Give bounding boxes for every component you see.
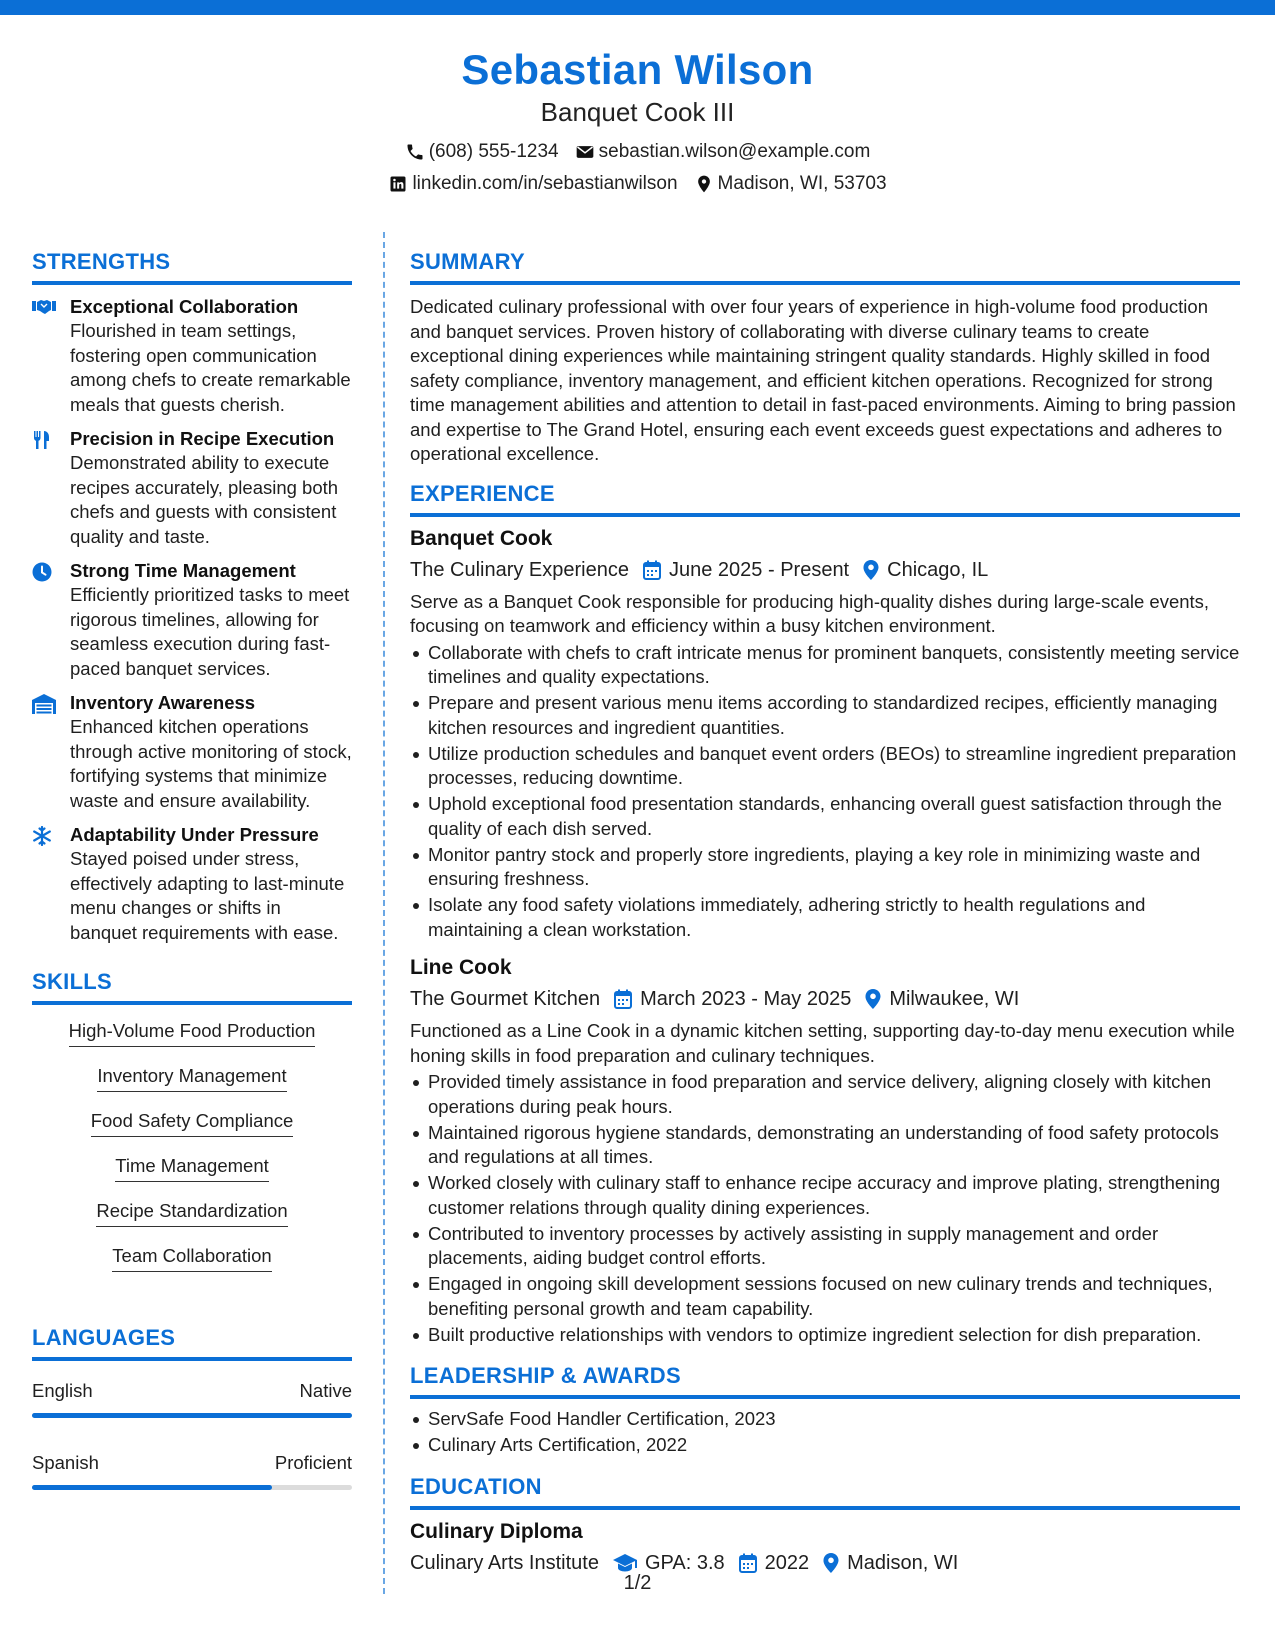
- strength-title: Inventory Awareness: [70, 692, 256, 713]
- job-bullet: Monitor pantry stock and properly store ingredients, playing a key role in minimizing waste and ensuring freshness.: [410, 843, 1240, 892]
- strength-desc: Stayed poised under stress, effectively adapting to last-minute menu changes or shifts in banquet requirements with ease.: [70, 848, 345, 943]
- strength-item: [32, 295, 352, 417]
- language-row: [32, 1379, 352, 1403]
- education-entry: [410, 1518, 1240, 1577]
- job-title: Line Cook: [410, 956, 512, 979]
- language-name: Spanish: [32, 1452, 99, 1473]
- map-pin-icon: [694, 174, 714, 194]
- awards-heading: LEADERSHIP & AWARDS: [410, 1361, 1240, 1399]
- map-pin-icon: [823, 1553, 839, 1573]
- snowflake-icon: [32, 826, 52, 846]
- strength-desc: Demonstrated ability to execute recipes accurately, pleasing both chefs and guests with consistent quality and taste.: [70, 452, 339, 547]
- strength-desc: Efficiently prioritized tasks to meet rigorous timelines, allowing for seamless execution during fast-paced banquet services.: [70, 584, 350, 679]
- email-text: sebastian.wilson@example.com: [598, 141, 871, 162]
- strength-title: Strong Time Management: [70, 560, 296, 581]
- graduation-cap-icon: [613, 1553, 637, 1573]
- job-bullet: Isolate any food safety violations immediately, adhering strictly to health regulations and maintaining a clean workstation.: [410, 893, 1240, 942]
- summary-heading: SUMMARY: [410, 247, 1240, 285]
- job-description: Functioned as a Line Cook in a dynamic kitchen setting, supporting day-to-day menu execution while honing skills in food preparation and culinary techniques.: [410, 1020, 1235, 1066]
- job-description: Serve as a Banquet Cook responsible for producing high-quality dishes during large-scale events, focusing on teamwork and efficiency within a busy kitchen environment.: [410, 590, 1210, 636]
- languages-list: [32, 1379, 352, 1490]
- job-bullet: Worked closely with culinary staff to enhance recipe accuracy and improve plating, strengthening customer relations through quality dining experiences.: [410, 1171, 1240, 1220]
- strength-item: [32, 559, 352, 681]
- job-bullet: Prepare and present various menu items according to standardized recipes, efficiently managing kitchen resources and ingredient quantities.: [410, 691, 1240, 740]
- right-column: [410, 247, 1240, 1577]
- language-proficiency-fill: [32, 1413, 352, 1418]
- language-proficiency-fill: [32, 1485, 272, 1490]
- candidate-role: Banquet Cook III: [540, 97, 735, 127]
- job-company: The Gourmet Kitchen: [410, 988, 601, 1010]
- map-pin-icon: [863, 560, 879, 580]
- education-gpa: GPA: 3.8: [644, 1551, 725, 1574]
- job-bullet: Uphold exceptional food presentation standards, enhancing overall guest satisfaction through the quality of each dish served.: [410, 792, 1240, 841]
- job-company: The Culinary Experience: [410, 558, 629, 581]
- job-dates: June 2025 - Present: [669, 558, 850, 581]
- clock-icon: [32, 562, 52, 582]
- column-divider: [383, 232, 385, 1594]
- job-bullets: [410, 1070, 1240, 1347]
- candidate-name: Sebastian Wilson: [461, 46, 814, 93]
- job-bullet: Maintained rigorous hygiene standards, demonstrating an understanding of food safety protocols and regulations at all times.: [410, 1121, 1240, 1170]
- language-proficiency-bar: [32, 1485, 352, 1490]
- job-title: Banquet Cook: [410, 526, 553, 550]
- awards-list: [410, 1407, 1240, 1458]
- phone-icon: [405, 142, 425, 162]
- job-dates: March 2023 - May 2025: [640, 988, 852, 1010]
- job-bullet: Provided timely assistance in food preparation and service delivery, aligning closely with kitchen operations during peak hours.: [410, 1070, 1240, 1119]
- linkedin-text: linkedin.com/in/sebastianwilson: [412, 173, 678, 194]
- skill-tag: Food Safety Compliance: [91, 1109, 294, 1137]
- map-pin-icon: [865, 989, 881, 1009]
- job-meta: [410, 556, 1240, 584]
- calendar-icon: [643, 560, 661, 580]
- skill-tag: Team Collaboration: [112, 1244, 271, 1272]
- job-bullet: Utilize production schedules and banquet event orders (BEOs) to streamline ingredient preparation processes, reducing downtime.: [410, 742, 1240, 791]
- skills-heading: SKILLS: [32, 967, 352, 1005]
- skill-tag: High-Volume Food Production: [69, 1019, 316, 1047]
- language-name: English: [32, 1380, 93, 1401]
- strength-title: Precision in Recipe Execution: [70, 428, 335, 449]
- skill-tag: Inventory Management: [97, 1064, 286, 1092]
- email-contact[interactable]: [575, 140, 871, 164]
- utensils-icon: [32, 430, 52, 450]
- strength-item: [32, 823, 352, 945]
- linkedin-icon: [388, 174, 408, 194]
- contact-row-1: [0, 140, 1275, 164]
- education-degree: Culinary Diploma: [410, 1519, 583, 1543]
- phone-text: (608) 555-1234: [428, 141, 559, 162]
- strength-title: Adaptability Under Pressure: [70, 824, 319, 845]
- skill-tag: Recipe Standardization: [96, 1199, 287, 1227]
- strength-title: Exceptional Collaboration: [70, 296, 299, 317]
- job-bullet: Contributed to inventory processes by actively assisting in supply management and order placements, aiding budget control efforts.: [410, 1222, 1240, 1271]
- strength-desc: Enhanced kitchen operations through active monitoring of stock, fortifying systems that minimize waste and ensure availability.: [70, 716, 352, 811]
- job-bullet: Engaged in ongoing skill development sessions focused on new culinary trends and techniques, benefiting personal growth and team capability.: [410, 1272, 1240, 1321]
- education-location: Madison, WI: [847, 1551, 959, 1574]
- job-bullet: Built productive relationships with vendors to optimize ingredient selection for dish preparation.: [410, 1323, 1240, 1348]
- language-row: [32, 1451, 352, 1475]
- envelope-icon: [575, 142, 595, 162]
- language-proficiency-bar: [32, 1413, 352, 1418]
- skill-tag: Time Management: [115, 1154, 269, 1182]
- phone-contact: [405, 140, 559, 164]
- languages-heading: LANGUAGES: [32, 1323, 352, 1361]
- job-meta: [410, 985, 1240, 1013]
- education-heading: EDUCATION: [410, 1472, 1240, 1510]
- left-column: [32, 247, 352, 1523]
- education-year: 2022: [764, 1551, 810, 1574]
- language-level: Native: [299, 1380, 352, 1401]
- job-bullets: [410, 641, 1240, 943]
- education-school: Culinary Arts Institute: [410, 1551, 599, 1574]
- top-accent-bar: [0, 0, 1275, 15]
- warehouse-icon: [32, 694, 56, 714]
- language-level: Proficient: [274, 1452, 352, 1473]
- experience-heading: EXPERIENCE: [410, 479, 1240, 517]
- page-number: 1/2: [623, 1572, 652, 1594]
- job-location: Milwaukee, WI: [889, 988, 1020, 1010]
- award-item: Culinary Arts Certification, 2022: [410, 1433, 1240, 1458]
- strength-desc: Flourished in team settings, fostering open communication among chefs to create remarkable meals that guests cherish.: [70, 320, 351, 415]
- strength-item: [32, 691, 352, 813]
- calendar-icon: [739, 1553, 757, 1573]
- strengths-heading: STRENGTHS: [32, 247, 352, 285]
- linkedin-contact[interactable]: [388, 172, 677, 196]
- summary-text: Dedicated culinary professional with over four years of experience in high-volume food production and banquet services. Proven history of collaborating with diverse culinary teams to create exceptional dining experiences while maintaining stringent quality standards. Highly skilled in food safety compliance, inventory management, and efficient kitchen operations. Recognized for strong time management abilities and attention to detail in fast-paced environments. Aiming to bring passion and expertise to The Grand Hotel, ensuring each event exceeds guest expectations and adheres to operational excellence.: [410, 296, 1236, 464]
- job-location: Chicago, IL: [887, 558, 989, 581]
- job-entry: [410, 525, 1240, 943]
- skills-list: [32, 1019, 352, 1289]
- job-entry: [410, 954, 1240, 1347]
- calendar-icon: [614, 989, 632, 1009]
- strength-item: [32, 427, 352, 549]
- job-bullet: Collaborate with chefs to craft intricate menus for prominent banquets, consistently meeting service timelines and quality expectations.: [410, 641, 1240, 690]
- award-item: ServSafe Food Handler Certification, 2023: [410, 1407, 1240, 1432]
- handshake-icon: [32, 298, 56, 316]
- contact-row-2: [0, 172, 1275, 196]
- location-contact: [694, 172, 887, 196]
- resume-header: [0, 44, 1275, 196]
- location-text: Madison, WI, 53703: [717, 173, 887, 194]
